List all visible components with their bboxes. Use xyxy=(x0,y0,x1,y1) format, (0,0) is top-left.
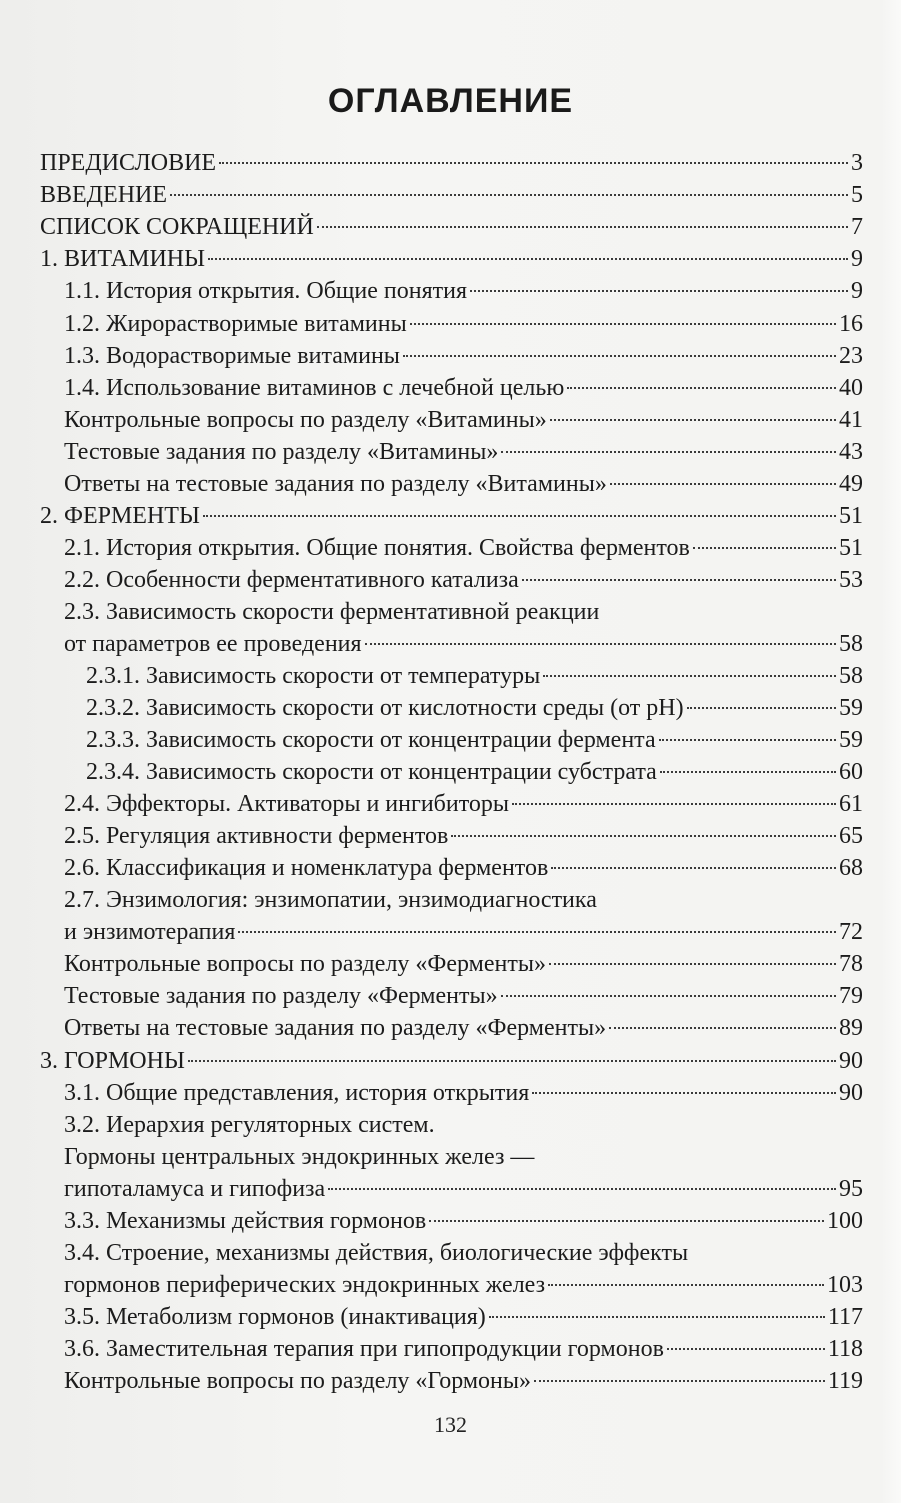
dot-leader xyxy=(693,547,836,549)
toc-entry xyxy=(64,565,863,595)
dot-leader xyxy=(543,675,836,677)
toc-entry xyxy=(64,949,863,979)
dot-leader xyxy=(410,323,836,325)
toc-entry-page: 59 xyxy=(839,695,863,721)
toc-entry-page: 79 xyxy=(839,983,863,1009)
toc-entry-page: 68 xyxy=(839,855,863,881)
toc-entry xyxy=(64,1302,863,1332)
toc-entry-label: СПИСОК СОКРАЩЕНИЙ xyxy=(40,214,314,240)
toc-entry xyxy=(86,693,863,723)
dot-leader xyxy=(429,1220,824,1222)
toc-entry-page: 65 xyxy=(839,823,863,849)
toc-entry-page: 118 xyxy=(827,1336,863,1362)
toc-entry-page: 72 xyxy=(839,919,863,945)
toc-entry xyxy=(40,148,863,178)
toc-entry-page: 78 xyxy=(839,951,863,977)
toc-entry xyxy=(64,981,863,1011)
toc-entry xyxy=(64,469,863,499)
toc-entry-page: 41 xyxy=(839,407,863,433)
toc-entry xyxy=(86,725,863,755)
toc-entry xyxy=(64,373,863,403)
toc-entry-page: 53 xyxy=(839,567,863,593)
toc-entry-label: 1. ВИТАМИНЫ xyxy=(40,246,206,272)
toc-entry-label: 3.1. Общие представления, история открытия xyxy=(64,1080,530,1106)
toc-entry xyxy=(64,1013,863,1043)
toc-entry xyxy=(64,341,863,371)
toc-entry-label: 1.1. История открытия. Общие понятия xyxy=(64,278,467,304)
dot-leader xyxy=(660,771,836,773)
toc-entry-page: 61 xyxy=(839,791,863,817)
dot-leader xyxy=(687,707,836,709)
toc-entry xyxy=(64,821,863,851)
dot-leader xyxy=(567,387,836,389)
toc-entry-label: Контрольные вопросы по разделу «Гормоны» xyxy=(64,1368,531,1394)
toc-entry-page: 23 xyxy=(839,343,863,369)
dot-leader xyxy=(548,1284,824,1286)
toc-entry-label: 2.3.3. Зависимость скорости от концентрации фермента xyxy=(86,727,656,753)
toc-entry-line: Гормоны центральных эндокринных желез — xyxy=(64,1144,535,1170)
toc-entry-label: от параметров ее проведения xyxy=(64,631,362,657)
toc-entry-label: 2. ФЕРМЕНТЫ xyxy=(40,503,200,529)
toc-entry-label: Тестовые задания по разделу «Ферменты» xyxy=(64,983,498,1009)
toc-entry xyxy=(64,405,863,435)
toc-entry-page: 49 xyxy=(839,471,863,497)
toc-entry-page: 7 xyxy=(851,214,863,240)
toc-entry-page: 117 xyxy=(827,1304,863,1330)
page-number: 132 xyxy=(434,1412,467,1437)
toc-entry-label: 3. ГОРМОНЫ xyxy=(40,1048,185,1074)
toc-entry xyxy=(64,276,863,306)
toc-entry-line: 2.3. Зависимость скорости ферментативной реакции xyxy=(64,599,600,625)
dot-leader xyxy=(610,483,836,485)
dot-leader xyxy=(549,963,836,965)
toc-entry xyxy=(64,629,863,659)
toc-entry-page: 95 xyxy=(839,1176,863,1202)
dot-leader xyxy=(203,515,836,517)
toc-entry-line: 3.2. Иерархия регуляторных систем. xyxy=(64,1112,435,1138)
toc-entry-page: 43 xyxy=(839,439,863,465)
dot-leader xyxy=(609,1027,836,1029)
toc-entry-page: 89 xyxy=(839,1015,863,1041)
toc-entry-page: 90 xyxy=(839,1048,863,1074)
dot-leader xyxy=(534,1380,825,1382)
toc-entry xyxy=(64,1366,863,1396)
toc-entry xyxy=(86,757,863,787)
toc-entry xyxy=(64,853,863,883)
toc-entry-label: 2.3.1. Зависимость скорости от температуры xyxy=(86,663,541,689)
toc-entry-label: 1.4. Использование витаминов с лечебной целью xyxy=(64,375,565,401)
dot-leader xyxy=(208,258,848,260)
dot-leader xyxy=(365,643,836,645)
dot-leader xyxy=(238,931,836,933)
toc-entry-page: 103 xyxy=(827,1272,863,1298)
dot-leader xyxy=(501,451,836,453)
toc-entry-label: Контрольные вопросы по разделу «Витамины» xyxy=(64,407,547,433)
toc-entry-line: 2.7. Энзимология: энзимопатии, энзимодиагностика xyxy=(64,887,597,913)
dot-leader xyxy=(659,739,836,741)
toc-entry-label: 2.2. Особенности ферментативного катализа xyxy=(64,567,519,593)
toc-entry-label: ПРЕДИСЛОВИЕ xyxy=(40,150,217,176)
toc-entry xyxy=(64,917,863,947)
toc-entry xyxy=(64,1270,863,1300)
toc-entry-page: 51 xyxy=(839,535,863,561)
toc-entry xyxy=(64,437,863,467)
dot-leader xyxy=(328,1188,836,1190)
toc-entry-label: 2.4. Эффекторы. Активаторы и ингибиторы xyxy=(64,791,510,817)
dot-leader xyxy=(403,355,836,357)
toc-entry xyxy=(40,501,863,531)
toc-entry-label: 1.3. Водорастворимые витамины xyxy=(64,343,400,369)
toc-entry xyxy=(64,1174,863,1204)
toc-entry-page: 9 xyxy=(851,278,863,304)
toc-entry-label: 2.3.4. Зависимость скорости от концентрации субстрата xyxy=(86,759,657,785)
toc-entry-page: 40 xyxy=(839,375,863,401)
toc-entry-line: 3.4. Строение, механизмы действия, биологические эффекты xyxy=(64,1240,689,1266)
toc-entry-label: 2.3.2. Зависимость скорости от кислотности среды (от pH) xyxy=(86,695,684,721)
toc-entry-label: гормонов периферических эндокринных желез xyxy=(64,1272,546,1298)
toc-entry xyxy=(64,1334,863,1364)
toc-entry xyxy=(40,244,863,274)
dot-leader xyxy=(219,162,848,164)
toc-entry-label: 3.5. Метаболизм гормонов (инактивация) xyxy=(64,1304,486,1330)
toc-entry-label: гипоталамуса и гипофиза xyxy=(64,1176,326,1202)
toc-entry xyxy=(64,1206,863,1236)
toc-entry-page: 100 xyxy=(827,1208,863,1234)
dot-leader xyxy=(317,226,848,228)
toc-entry-page: 119 xyxy=(827,1368,863,1394)
dot-leader xyxy=(451,835,836,837)
toc-entry xyxy=(40,212,863,242)
toc-entry-page: 59 xyxy=(839,727,863,753)
dot-leader xyxy=(470,290,848,292)
toc-entry-page: 58 xyxy=(839,663,863,689)
toc-entry-page: 5 xyxy=(851,182,863,208)
toc-entry-label: 3.6. Заместительная терапия при гипопродукции гормонов xyxy=(64,1336,664,1362)
toc-entry-page: 16 xyxy=(839,311,863,337)
toc-entry-page: 9 xyxy=(851,246,863,272)
toc-entry xyxy=(64,309,863,339)
toc-entry xyxy=(40,180,863,210)
toc-entry-label: 2.1. История открытия. Общие понятия. Свойства ферментов xyxy=(64,535,690,561)
toc-entry-label: 1.2. Жирорастворимые витамины xyxy=(64,311,407,337)
toc-entry xyxy=(64,789,863,819)
dot-leader xyxy=(522,579,836,581)
dot-leader xyxy=(489,1316,825,1318)
toc-entry-label: 3.3. Механизмы действия гормонов xyxy=(64,1208,427,1234)
toc-entry-page: 58 xyxy=(839,631,863,657)
toc-entry-label: Тестовые задания по разделу «Витамины» xyxy=(64,439,499,465)
page-title: ОГЛАВЛЕНИЕ xyxy=(327,82,574,120)
dot-leader xyxy=(667,1348,825,1350)
toc-entry-label: Ответы на тестовые задания по разделу «Витамины» xyxy=(64,471,607,497)
dot-leader xyxy=(512,803,836,805)
toc-entry-page: 90 xyxy=(839,1080,863,1106)
dot-leader xyxy=(550,419,836,421)
toc-entry-label: 2.6. Классификация и номенклатура ферментов xyxy=(64,855,549,881)
toc-entry-page: 3 xyxy=(851,150,863,176)
page-edge-shadow xyxy=(881,0,901,1503)
toc-entry xyxy=(40,1046,863,1076)
dot-leader xyxy=(501,995,836,997)
toc-entry-label: Ответы на тестовые задания по разделу «Ферменты» xyxy=(64,1015,607,1041)
dot-leader xyxy=(532,1092,836,1094)
toc-entry xyxy=(64,1078,863,1108)
toc-entry-page: 60 xyxy=(839,759,863,785)
dot-leader xyxy=(551,867,836,869)
toc-entry xyxy=(86,661,863,691)
dot-leader xyxy=(188,1060,836,1062)
toc-entry-label: Контрольные вопросы по разделу «Ферменты» xyxy=(64,951,546,977)
toc-entry-label: и энзимотерапия xyxy=(64,919,236,945)
toc-entry-label: 2.5. Регуляция активности ферментов xyxy=(64,823,449,849)
toc-entry-page: 51 xyxy=(839,503,863,529)
dot-leader xyxy=(170,194,848,196)
toc-entry xyxy=(64,533,863,563)
toc-entry-label: ВВЕДЕНИЕ xyxy=(40,182,168,208)
